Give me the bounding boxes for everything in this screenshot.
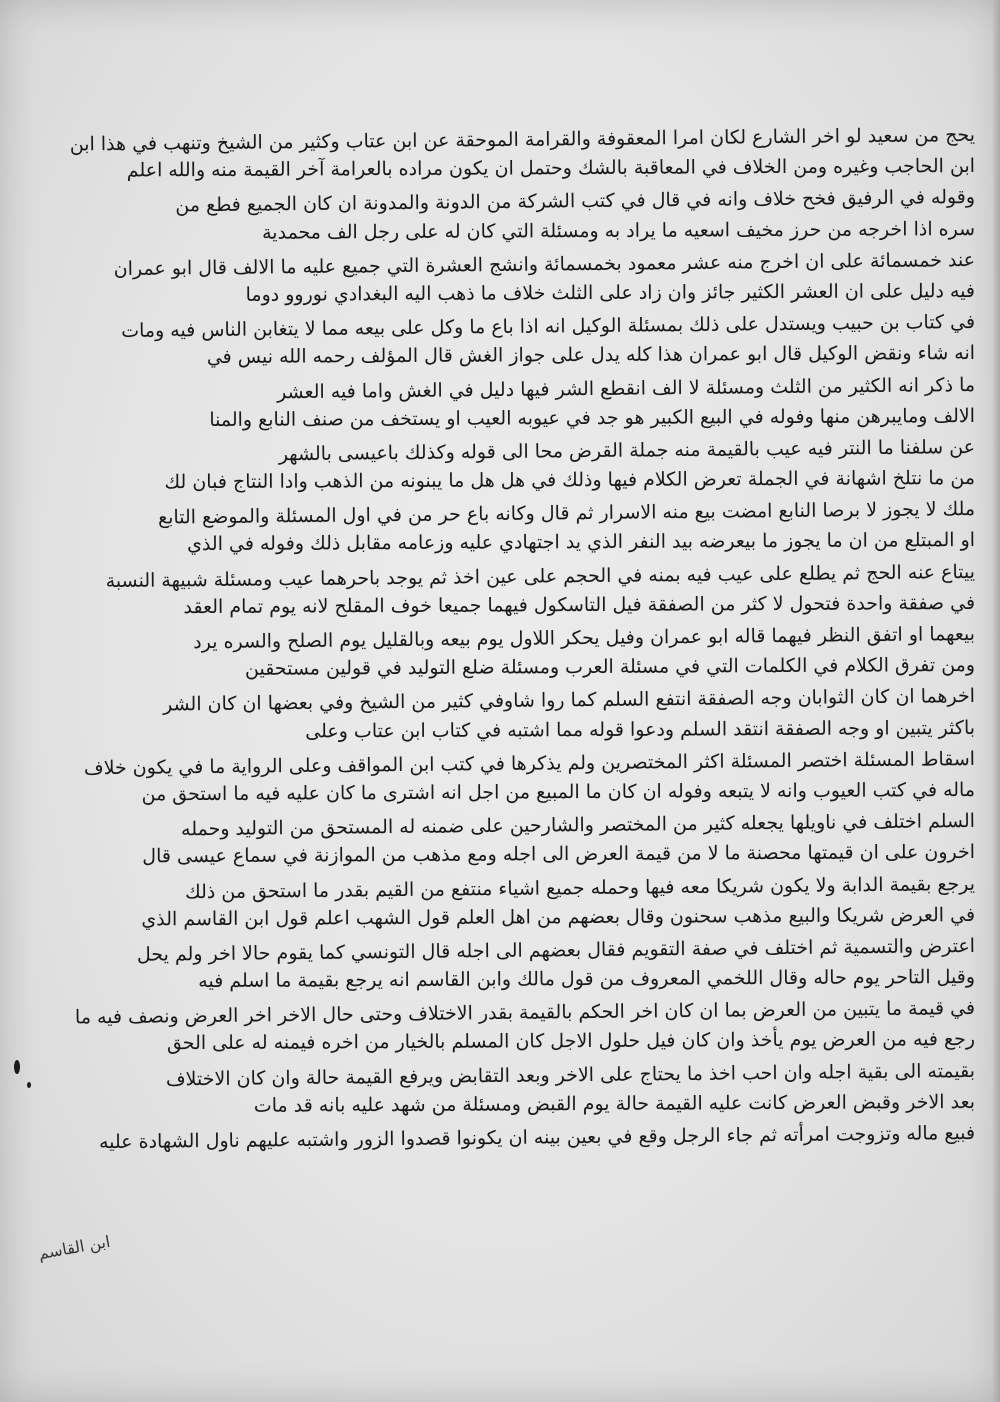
text-line: اخرون على ان قيمتها محصنة ما لا من قيمة العرض الى اجله ومع مذهب من الموازنة في سماع عيسى قال [142,841,976,868]
text-line: اسقاط المسئلة اختصر المسئلة اكثر المختصرين ولم يذكرها في كتب ابن المواقف وعلى الرواية ما في يكون خلاف [83,747,976,780]
text-line: في العرض شريكا والبيع مذهب سحنون وقال بعضهم من اهل العلم قول الشهب اعلم قول ابن القاسم الذي [141,903,976,931]
text-line: ملك لا يجوز لا برصا النابع امضت بيع منه الاسرار ثم قال وكانه باع حر من في اول المسئلة والموضع التابع [157,498,976,529]
margin-note: ابن القاسم [36,1231,112,1264]
text-line: فيه دليل على ان العشر الكثير جائز وان زاد على الثلث خلاف ما ذهب اليه البغدادي نوروو دوما [245,279,976,306]
text-line: او المبتلع من ان ما يجوز ما بيعرضه بيد النفر الذي يد اجتهادي عليه وزعامه مقابل ذلك وفوله في الذي [186,529,976,556]
text-line: ومن تفرق الكلام في الكلمات التي في مسئلة العرب ومسئلة ضلع التوليد في قولين مستحقين [244,654,976,681]
text-line: من ما نتلخ اشهانة في الجملة تعرض الكلام فيها وذلك في هل هل ما يبنونه من الذهب وادا النتاج فبان لك [164,467,976,494]
text-line: انه شاء ونقض الوكيل قال ابو عمران هذا كله يدل على جواز الغش قال المؤلف رحمه الله نيس في [206,342,976,369]
text-line: اخرهما ان كان الثوابان وجه الصفقة انتفع السلم كما روا شاوفي كثير من الشيخ وفي بعضها ان كان الشر [162,685,976,716]
text-line: ابن الحاجب وغيره ومن الخلاف في المعاقبة بالشك وحتمل ان يكون مراده بالعرامة آخر القيمة منه والله اعلم [126,155,976,182]
text-line: بقيمته الى بقية اجله وان احب اخذ ما يحتاج على الاخر وبعد التقابض ويرفع القيمة حالة وان كان الاختلاف [165,1059,976,1091]
text-line: سره اذا اخرجه من حرز مخيف اسعيه ما يراد به ومسئلة التي كان له على رجل الف محمدية [262,217,976,244]
text-line: في كتاب بن حبيب ويستدل على ذلك بمسئلة الوكيل انه اذا باع ما وكل على بيعه مما لا يتغابن الناس فيه ومات [121,311,976,343]
text-line: عن سلفنا ما النتر فيه عيب بالقيمة منه جملة القرض محا الى قوله وكذلك باعيسى بالشهر [278,435,976,466]
text-line: فبيع ماله وتزوجت امرأته ثم جاء الرجل وقع في بعين بينه ان يكونوا قصدوا الزور واشتبه عليهم ناول الشهادة عليه [98,1122,976,1154]
text-line: في قيمة ما يتبين من العرض بما ان كان اخر الحكم بالقيمة بقدر الاختلاف وحتى حال الاخر اخر العرض ونصف فيه ما [74,997,976,1029]
page-edge-shadow [992,0,1000,1402]
text-line: ما ذكر انه الكثير من الثلث ومسئلة لا الف انقطع الشر فيها دليل في الغش واما فيه العشر [276,373,976,403]
text-line: في صفقة واحدة فتحول لا كثر من الصفقة فيل التاسكول فيهما جميعا خوف المقلح لانه يوم تمام العقد [183,591,976,618]
manuscript-text-block [20,120,976,1154]
text-line: وقوله في الرفيق فخح خلاف وانه في قال في كتب الشركة من الدونة والمدونة ان كان الجميع فطع من [175,186,976,217]
text-line: ييتاع عنه الحج ثم يطلع على عيب فيه بمنه في الحجم على عين اخذ ثم يوجد باحرهما عيب ومسئلة شبيهة النسبة [105,560,976,592]
text-line: ماله في كتب العيوب وانه لا يتبعه وفوله ان كان ما المبيع من اجل انه اشترى ما كان عليه فيه ما استحق من [141,778,976,806]
text-line: يرجع بقيمة الدابة ولا يكون شريكا معه فيها وحمله جميع اشياء منتفع من القيم بقدر ما استحق من ذلك [184,872,976,903]
text-line: بيعهما او اتفق النظر فيهما قاله ابو عمران وفيل يحكر اللاول يوم بيعه وبالقليل يوم الصلح والسره يرد [193,623,976,654]
text-line: السلم اختلف في ناويلها يجعله كثير من المختصر والشارحين على ضمنه له المستحق من التوليد وحمله [180,810,976,841]
text-line: رجع فيه من العرض يوم يأخذ وان كان فيل حلول الاجل كان المسلم بالخيار من اخره فيمنه له على الحق [166,1028,976,1055]
text-line: يحج من سعيد لو اخر الشارع لكان امرا المعقوفة والقرامة الموحقة عن ابن عتاب وكثير من الشيخ وتنهب في هذا ابن [69,124,976,156]
text-line: بعد الاخر وقبض العرض كانت عليه القيمة حالة يوم القبض ومسئلة من شهد عليه بانه قد مات [253,1090,976,1117]
text-line: عند خمسمائة على ان اخرج منه عشر معمود بخمسمائة وانشج العشرة التي جميع عليه ما الالف قال ابو عمران [113,248,976,280]
text-line: وقيل التاحر يوم حاله وقال اللخمي المعروف من قول مالك وابن القاسم انه يرجع بقيمة ما اسلم فيه [198,966,976,993]
text-line: اعترض والتسمية ثم اختلف في صفة التقويم فقال بعضهم الى اجله قال التونسي كما يقوم حالا اخر ولم يحل [136,934,976,966]
text-line: الالف ومايبرهن منها وفوله في البيع الكبير هو جد في عيوبه العيب او يستخف من صنف النابع والمنا [209,404,976,431]
text-line: باكثر يتبين او وجه الصفقة انتقد السلم ودعوا قوله مما اشتبه في كتاب ابن عتاب وعلى [305,716,976,743]
